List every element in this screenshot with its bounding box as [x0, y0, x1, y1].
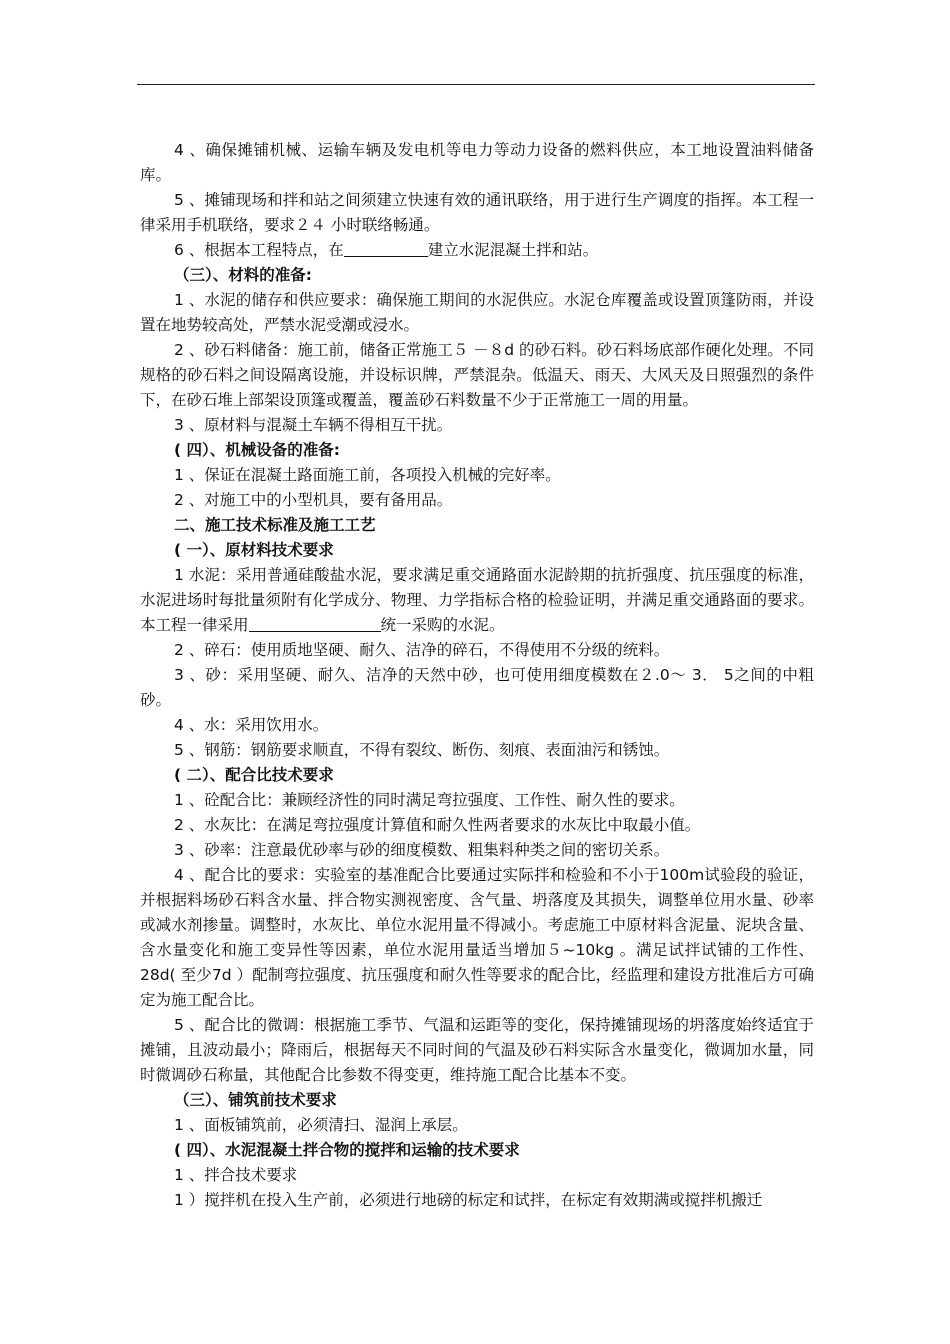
cement-text-end: 统一采购的水泥。: [380, 616, 505, 634]
paragraph-communication: 5 、摊铺现场和拌和站之间须建立快速有效的通讯联络，用于进行生产调度的指挥。本工程一律采用手机联络，要求２４ 小时联络畅通。: [140, 191, 814, 234]
heading-technical-standards: 二、施工技术标准及施工工艺: [174, 516, 376, 534]
blank-location-field: [344, 240, 428, 257]
heading-mixing-transport-requirements: ( 四）、水泥混凝土拌合物的搅拌和运输的技术要求: [174, 1141, 520, 1159]
blank-supplier-field: [249, 615, 381, 632]
paragraph-steel: 5 、钢筋：钢筋要求顺直，不得有裂纹、断伤、刻痕、表面油污和锈蚀。: [174, 741, 670, 759]
mixing-station-text-end: 建立水泥混凝土拌和站。: [427, 241, 599, 259]
paragraph-mixer-calibration: 1 ）搅拌机在投入生产前，必须进行地磅的标定和试拌，在标定有效期满或搅拌机搬迁: [174, 1191, 763, 1209]
paragraph-mixing-technical: 1 、拌合技术要求: [174, 1166, 298, 1184]
heading-machinery-preparation: ( 四）、机械设备的准备:: [174, 441, 340, 459]
paragraph-machine-readiness: 1 、保证在混凝土路面施工前，各项投入机械的完好率。: [174, 466, 561, 484]
paragraph-water: 4 、水：采用饮用水。: [174, 716, 329, 734]
heading-pre-paving-requirements: （三）、铺筑前技术要求: [174, 1091, 337, 1109]
paragraph-fuel-supply: 4 、确保摊铺机械、运输车辆及发电机等电力等动力设备的燃料供应，本工地设置油料储备库。: [140, 141, 814, 184]
cement-text-start: 1 水泥：采用普通硅酸盐水泥，要求满足重交通路面水泥龄期的抗折强度、抗压强度的标准，水泥进场时每批量须附有化学成分、物理、力学指标合格的检验证明，并满足重交通路面的要求。本工程一律采用: [140, 566, 814, 634]
heading-raw-material-requirements: ( 一）、原材料技术要求: [174, 541, 334, 559]
paragraph-water-cement-ratio: 2 、水灰比：在满足弯拉强度计算值和耐久性两者要求的水灰比中取最小值。: [174, 816, 701, 834]
paragraph-aggregate-storage: 2 、砂石料储备：施工前，储备正常施工５ －８d 的砂石料。砂石料场底部作硬化处理。不同规格的砂石料之间设隔离设施，并设标识牌，严禁混杂。低温天、雨天、大风天及日照强烈的条件下，在砂石堆上部架设顶篷或覆盖，覆盖砂石料数量不少于正常施工一周的用量。: [140, 341, 814, 409]
paragraph-vehicle-interference: 3 、原材料与混凝土车辆不得相互干扰。: [174, 416, 453, 434]
mixing-station-text-start: 6 、根据本工程特点，在: [174, 241, 344, 259]
heading-material-preparation: （三）、材料的准备:: [174, 266, 312, 284]
paragraph-sand-ratio: 3 、砂率：注意最优砂率与砂的细度模数、粗集料种类之间的密切关系。: [174, 841, 670, 859]
paragraph-mixing-station: [140, 238, 814, 263]
paragraph-cement-requirements: [140, 563, 814, 638]
paragraph-concrete-mix: 1 、砼配合比：兼顾经济性的同时满足弯拉强度、工作性、耐久性的要求。: [174, 791, 685, 809]
header-rule: [137, 84, 815, 85]
paragraph-mix-requirements: 4 、配合比的要求：实验室的基准配合比要通过实际拌和检验和不小于100m试验段的验证，并根据料场砂石料含水量、拌合物实测视密度、含气量、坍落度及其损失，调整单位用水量、砂率或减水剂掺量。调整时，水灰比、单位水泥用量不得减小。考虑施工中原材料含泥量、泥块含量、含水量变化和施工变异性等因素，单位水泥用量适当增加５~10kg 。满足试拌试铺的工作性、 28d( 至少7d ）配制弯拉强度、抗压强度和耐久性等要求的配合比，经监理和建设方批准后方可确定为施工配合比。: [140, 866, 814, 1009]
heading-mix-ratio-requirements: ( 二）、配合比技术要求: [174, 766, 334, 784]
paragraph-gravel: 2 、碎石：使用质地坚硬、耐久、洁净的碎石，不得使用不分级的统料。: [174, 641, 670, 659]
paragraph-mix-fine-tuning: 5 、配合比的微调：根据施工季节、气温和运距等的变化，保持摊铺现场的坍落度始终适宜于摊铺，且波动最小；降雨后，根据每天不同时间的气温及砂石料实际含水量变化，微调加水量，同时微调砂石称量，其他配合比参数不得变更，维持施工配合比基本不变。: [140, 1016, 814, 1084]
document-body: [140, 138, 814, 1213]
paragraph-sand: 3 、砂：采用坚硬、耐久、洁净的天然中砂，也可使用细度模数在２.0～ 3． 5之间的中粗砂。: [140, 666, 814, 709]
paragraph-spare-tools: 2 、对施工中的小型机具，要有备用品。: [174, 491, 453, 509]
paragraph-surface-preparation: 1 、面板铺筑前，必须清扫、湿润上承层。: [174, 1116, 468, 1134]
paragraph-cement-storage: 1 、水泥的储存和供应要求：确保施工期间的水泥供应。水泥仓库覆盖或设置顶篷防雨，并设置在地势较高处，严禁水泥受潮或浸水。: [140, 291, 814, 334]
